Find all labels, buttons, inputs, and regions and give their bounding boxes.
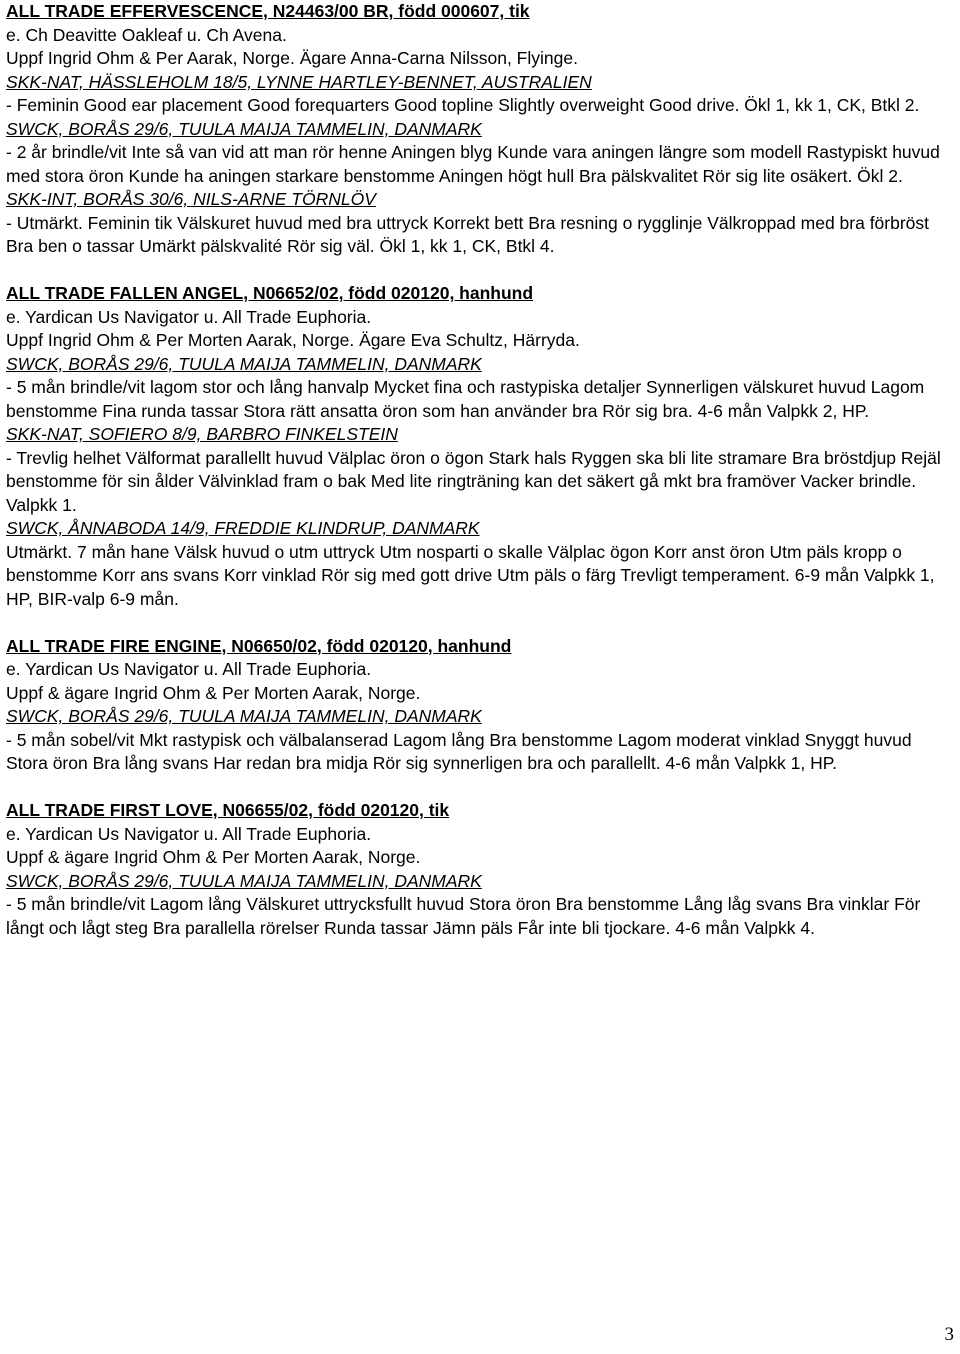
show-heading: SWCK, BORÅS 29/6, TUULA MAIJA TAMMELIN, DANMARK xyxy=(6,706,482,726)
show-heading: SWCK, ÅNNABODA 14/9, FREDDIE KLINDRUP, DANMARK xyxy=(6,518,480,538)
critique-text: - Feminin Good ear placement Good forequarters Good topline Slightly overweight Good drive. Ökl 1, kk 1, CK, Btkl 2. xyxy=(6,95,920,115)
show-heading: SWCK, BORÅS 29/6, TUULA MAIJA TAMMELIN, DANMARK xyxy=(6,870,482,891)
page-number: 3 xyxy=(944,1324,954,1345)
dog-entry xyxy=(6,799,954,940)
show-heading: SWCK, BORÅS 29/6, TUULA MAIJA TAMMELIN, DANMARK xyxy=(6,353,482,374)
critique-text: Utmärkt. 7 mån hane Välsk huvud o utm uttryck Utm nosparti o skalle Välplac ögon Korr anst öron Utm päls kropp o benstomme Korr ans svans Korr vinklad Rör sig med gott drive Utm päls o färg Trevligt temperament. 6-9 mån Valpkk 1, HP, BIR-valp 6-9 mån. xyxy=(6,541,935,609)
parentage-line: e. Ch Deavitte Oakleaf u. Ch Avena. xyxy=(6,24,287,45)
dog-entry xyxy=(6,635,954,776)
critique-text: - 5 mån brindle/vit lagom stor och lång hanvalp Mycket fina och rastypiska detaljer Synnerligen välskuret huvud Lagom benstomme Fina runda tassar Stora rätt ansatta öron som han använder bra Rör sig bra. 4-6 mån Valpkk 2, HP. xyxy=(6,377,925,421)
dog-entry xyxy=(6,0,954,259)
dog-title: ALL TRADE FIRE ENGINE, N06650/02, född 020120, hanhund xyxy=(6,635,512,656)
show-heading: SKK-INT, BORÅS 30/6, NILS-ARNE TÖRNLÖV xyxy=(6,189,376,209)
dog-title: ALL TRADE FALLEN ANGEL, N06652/02, född 020120, hanhund xyxy=(6,283,534,303)
show-heading: SKK-NAT, HÄSSLEHOLM 18/5, LYNNE HARTLEY-BENNET, AUSTRALIEN xyxy=(6,71,592,92)
parentage-line: e. Yardican Us Navigator u. All Trade Euphoria. xyxy=(6,823,372,844)
dog-title: ALL TRADE FIRST LOVE, N06655/02, född 020120, tik xyxy=(6,800,450,820)
breeder-owner-line: Uppf Ingrid Ohm & Per Aarak, Norge. Ägare Anna-Carna Nilsson, Flyinge. xyxy=(6,48,578,68)
parentage-line: e. Yardican Us Navigator u. All Trade Euphoria. xyxy=(6,306,372,327)
dog-title: ALL TRADE EFFERVESCENCE, N24463/00 BR, född 000607, tik xyxy=(6,1,530,21)
breeder-owner-line: Uppf & ägare Ingrid Ohm & Per Morten Aarak, Norge. xyxy=(6,682,421,703)
show-heading: SWCK, BORÅS 29/6, TUULA MAIJA TAMMELIN, DANMARK xyxy=(6,118,482,139)
breeder-owner-line: Uppf Ingrid Ohm & Per Morten Aarak, Norge. Ägare Eva Schultz, Härryda. xyxy=(6,330,580,350)
critique-text: - 2 år brindle/vit Inte så van vid att man rör henne Aningen blyg Kunde vara aningen längre som modell Rastypiskt huvud med stora öron Kunde ha aningen starkare benstomme Aningen högt hull Bra pälskvalitet Rör sig lite osäkert. Ökl 2. xyxy=(6,142,940,186)
critique-text: - 5 mån brindle/vit Lagom lång Välskuret uttrycksfullt huvud Stora öron Bra benstomme Lång låg svans Bra vinklar För långt och lågt steg Bra parallella rörelser Runda tassar Jämn päls Får inte bli tjockare. 4-6 mån Valpkk 4. xyxy=(6,894,921,938)
document-body xyxy=(6,0,954,940)
parentage-line: e. Yardican Us Navigator u. All Trade Euphoria. xyxy=(6,659,372,679)
show-heading: SKK-NAT, SOFIERO 8/9, BARBRO FINKELSTEIN xyxy=(6,424,398,444)
breeder-owner-line: Uppf & ägare Ingrid Ohm & Per Morten Aarak, Norge. xyxy=(6,847,421,867)
critique-text: - Utmärkt. Feminin tik Välskuret huvud med bra uttryck Korrekt bett Bra resning o rygglinje Välkroppad med bra förbröst Bra ben o tassar Umärkt pälskvalité Rör sig väl. Ökl 1, kk 1, CK, Btkl 4. xyxy=(6,212,930,256)
critique-text: - 5 mån sobel/vit Mkt rastypisk och välbalanserad Lagom lång Bra benstomme Lagom moderat vinklad Snyggt huvud Stora öron Bra lång svans Har redan bra midja Rör sig synnerligen bra och parallellt. 4-6 mån Valpkk 1, HP. xyxy=(6,729,912,773)
dog-entry xyxy=(6,282,954,611)
critique-text: - Trevlig helhet Välformat parallellt huvud Välplac öron o ögon Stark hals Ryggen ska bli lite stramare Bra bröstdjup Rejäl benstomme för sin ålder Välvinklad fram o bak Med lite ringträning kan det säkert gå mkt bra framöver Vacker brindle. Valpkk 1. xyxy=(6,447,941,515)
